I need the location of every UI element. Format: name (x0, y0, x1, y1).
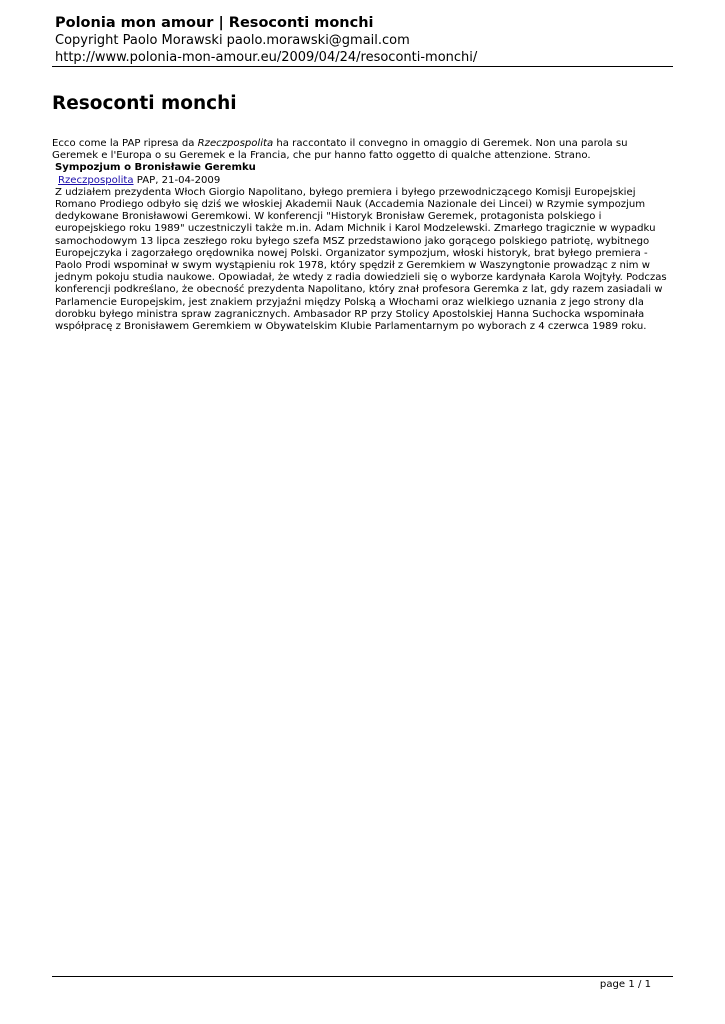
header-divider (52, 66, 673, 67)
intro-newspaper-name: Rzeczpospolita (197, 138, 274, 149)
copyright-line: Copyright Paolo Morawski paolo.morawski@gmail.com (55, 33, 410, 48)
source-line (52, 175, 672, 187)
source-link[interactable]: Rzeczpospolita (58, 174, 134, 186)
intro-text-end: ha raccontato il convegno in omaggio di Geremek. Non una parola su Geremek e l'Europa o su Geremek e la Francia, che pur hanno fatto oggetto di qualche attenzione. Strano. (52, 138, 628, 162)
page-url: http://www.polonia-mon-amour.eu/2009/04/24/resoconti-monchi/ (55, 50, 478, 65)
source-article-title: Sympozjum o Bronisławie Geremku (55, 162, 256, 174)
site-title: Polonia mon amour | Resoconti monchi (55, 15, 374, 31)
article-body: Z udziałem prezydenta Włoch Giorgio Napolitano, byłego premiera i byłego przewodniczącego Komisji Europejskiej Romano Prodiego odbyło się dziś we włoskiej Akademii Nauk (Accademia Nazionale dei Lincei) w Rzymie sympozjum dedykowane Bronisławowi Geremkowi. W konferencji "Historyk Bronisław Geremek, protagonista polskiego i europejskiego roku 1989" uczestniczyli także m.in. Adam Michnik i Karol Modzelewski. Zmarłego tragicznie w wypadku samochodowym 13 lipca zeszłego roku byłego szefa MSZ przedstawiono jako gorącego polskiego patriotę, wybitnego Europejczyka i zagorzałego orędownika nowej Polski. Organizator sympozjum, włoski historyk, brat byłego premiera - Paolo Prodi wspominał w swym wystąpieniu rok 1978, który spędził z Geremkiem w Waszyngtonie prowadząc z nim w jednym pokoju studia naukowe. Opowiadał, że wtedy z radia dowiedzieli się o wyborze kardynała Karola Wojtyły. Podczas konferencji podkreślano, że obecność prezydenta Napolitano, który znał profesora Geremka z lat, gdy razem zasiadali w Parlamencie Europejskim, jest znakiem przyjaźni między Polską a Włochami oraz wielkiego uznania z jego strony dla dorobku byłego ministra spraw zagranicznych. Ambasador RP przy Stolicy Apostolskiej Hanna Suchocka wspominała współpracę z Bronisławem Geremkiem w Obywatelskim Klubie Parlamentarnym po wyborach z 4 czerwca 1989 roku. (55, 186, 667, 333)
page-number: page 1 / 1 (599, 979, 651, 990)
source-meta: PAP, 21-04-2009 (133, 174, 221, 186)
intro-text-start: Ecco come la PAP ripresa da (52, 138, 198, 149)
footer-divider (52, 976, 673, 977)
article-content (52, 138, 672, 333)
intro-paragraph (52, 138, 672, 162)
page-header (55, 14, 675, 66)
article-title: Resoconti monchi (52, 93, 237, 114)
